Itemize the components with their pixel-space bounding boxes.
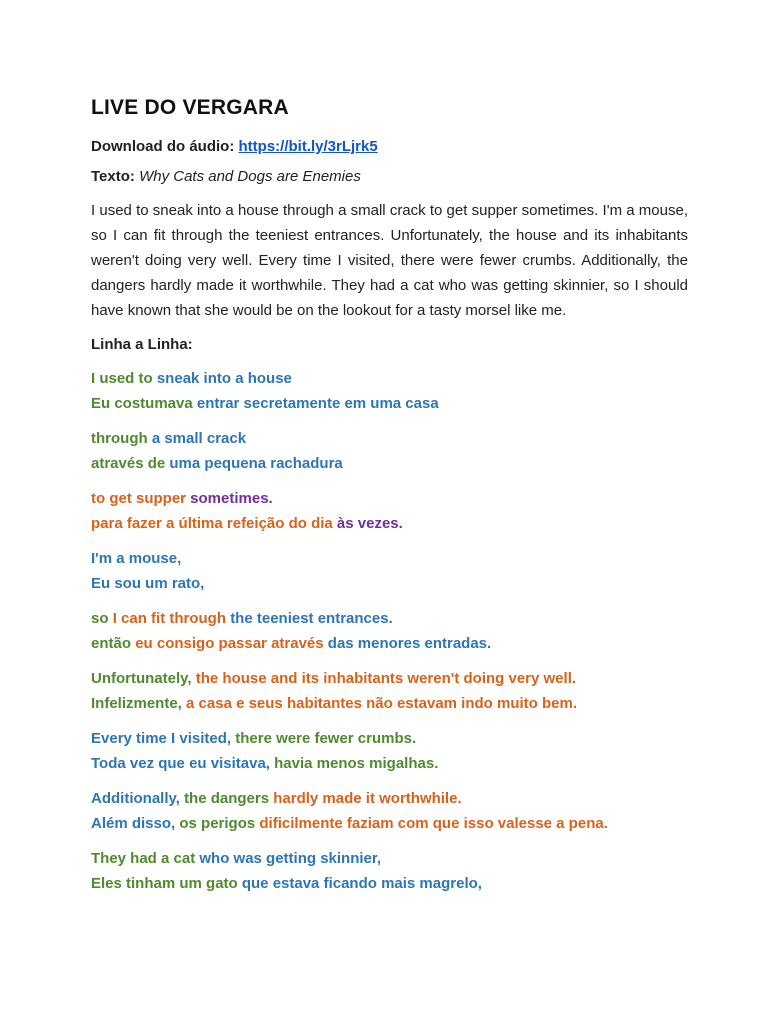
phrase-segment: dificilmente faziam com que isso valesse a pena. — [259, 815, 608, 832]
phrase-segment: Every time I visited, — [91, 730, 236, 747]
texto-title: Why Cats and Dogs are Enemies — [139, 168, 361, 185]
phrase-segment: Eles tinham um gato — [91, 875, 242, 892]
phrase-segment: there were fewer crumbs. — [235, 730, 417, 747]
portuguese-line — [91, 691, 688, 716]
download-line — [91, 138, 688, 155]
phrase-segment: the dangers — [184, 790, 274, 807]
phrase-segment: to get supper — [91, 490, 191, 507]
phrase-segment: a casa e seus habitantes não estavam indo muito bem. — [186, 695, 577, 712]
phrase-segment: Unfortunately, — [91, 670, 196, 687]
phrase-segment: às vezes. — [336, 515, 403, 532]
phrase-segment: who was getting skinnier, — [199, 850, 382, 867]
portuguese-line — [91, 451, 688, 476]
phrase-segment: uma pequena rachadura — [169, 455, 343, 472]
phrase-segment: que estava ficando mais magrelo, — [241, 875, 482, 892]
translation-pair — [91, 726, 688, 776]
translation-pair — [91, 786, 688, 836]
phrase-segment: I used to — [91, 370, 157, 387]
phrase-segment: I'm a mouse, — [91, 550, 182, 567]
phrase-segment: Toda vez que eu visitava, — [91, 755, 275, 772]
phrase-segment: através de — [91, 455, 170, 472]
phrase-segment: Além disso, — [91, 815, 180, 832]
phrase-segment: Eu sou um rato, — [91, 575, 205, 592]
line-by-line-label: Linha a Linha: — [91, 336, 193, 353]
translation-pair — [91, 666, 688, 716]
phrase-segment: They had a cat — [91, 850, 200, 867]
translation-pair — [91, 426, 688, 476]
english-line — [91, 366, 688, 391]
phrase-segment: havia menos migalhas. — [274, 755, 439, 772]
story-paragraph: I used to sneak into a house through a small crack to get supper sometimes. I'm a mouse, so I can fit through the teeniest entrances. Unfortunately, the house and its inhabitants weren't doing very well. Every time I visited, there were fewer crumbs. Additionally, the dangers hardly made it worthwhile. They had a cat who was getting skinnier, so I should have known that she would be on the lookout for a tasty morsel like me. — [91, 202, 688, 319]
phrase-segment: I can fit through — [112, 610, 231, 627]
english-line — [91, 666, 688, 691]
phrase-segment: sometimes. — [190, 490, 273, 507]
translation-pair — [91, 486, 688, 536]
document-title: LIVE DO VERGARA — [91, 96, 289, 119]
english-line — [91, 426, 688, 451]
phrase-segment: para fazer a última refeição do dia — [91, 515, 337, 532]
portuguese-line — [91, 751, 688, 776]
translation-pair — [91, 546, 688, 596]
texto-label: Texto: — [91, 168, 135, 185]
phrase-segment: so — [91, 610, 113, 627]
phrase-segment: a small crack — [151, 430, 247, 447]
phrase-segment: então — [91, 635, 136, 652]
translation-pairs — [91, 366, 688, 896]
phrase-segment: sneak into a house — [156, 370, 292, 387]
portuguese-line — [91, 391, 688, 416]
portuguese-line — [91, 511, 688, 536]
texto-line — [91, 168, 688, 185]
translation-pair — [91, 366, 688, 416]
phrase-segment: Additionally, — [91, 790, 185, 807]
portuguese-line — [91, 811, 688, 836]
phrase-segment: entrar secretamente em uma casa — [196, 395, 439, 412]
phrase-segment: Infelizmente, — [91, 695, 187, 712]
translation-pair — [91, 846, 688, 896]
english-line — [91, 846, 688, 871]
phrase-segment: Eu costumava — [91, 395, 197, 412]
translation-pair — [91, 606, 688, 656]
english-line — [91, 786, 688, 811]
phrase-segment: the house and its inhabitants weren't doing very well. — [195, 670, 577, 687]
portuguese-line — [91, 631, 688, 656]
portuguese-line — [91, 871, 688, 896]
english-line — [91, 486, 688, 511]
audio-download-link[interactable]: https://bit.ly/3rLjrk5 — [238, 138, 378, 155]
phrase-segment: das menores entradas. — [327, 635, 492, 652]
phrase-segment: os perigos — [179, 815, 260, 832]
english-line — [91, 606, 688, 631]
phrase-segment: the teeniest entrances. — [230, 610, 393, 627]
phrase-segment: hardly made it worthwhile. — [273, 790, 462, 807]
phrase-segment: eu consigo passar através — [135, 635, 328, 652]
english-line — [91, 546, 688, 571]
phrase-segment: through — [91, 430, 152, 447]
download-label: Download do áudio: — [91, 138, 235, 155]
english-line — [91, 726, 688, 751]
portuguese-line — [91, 571, 688, 596]
